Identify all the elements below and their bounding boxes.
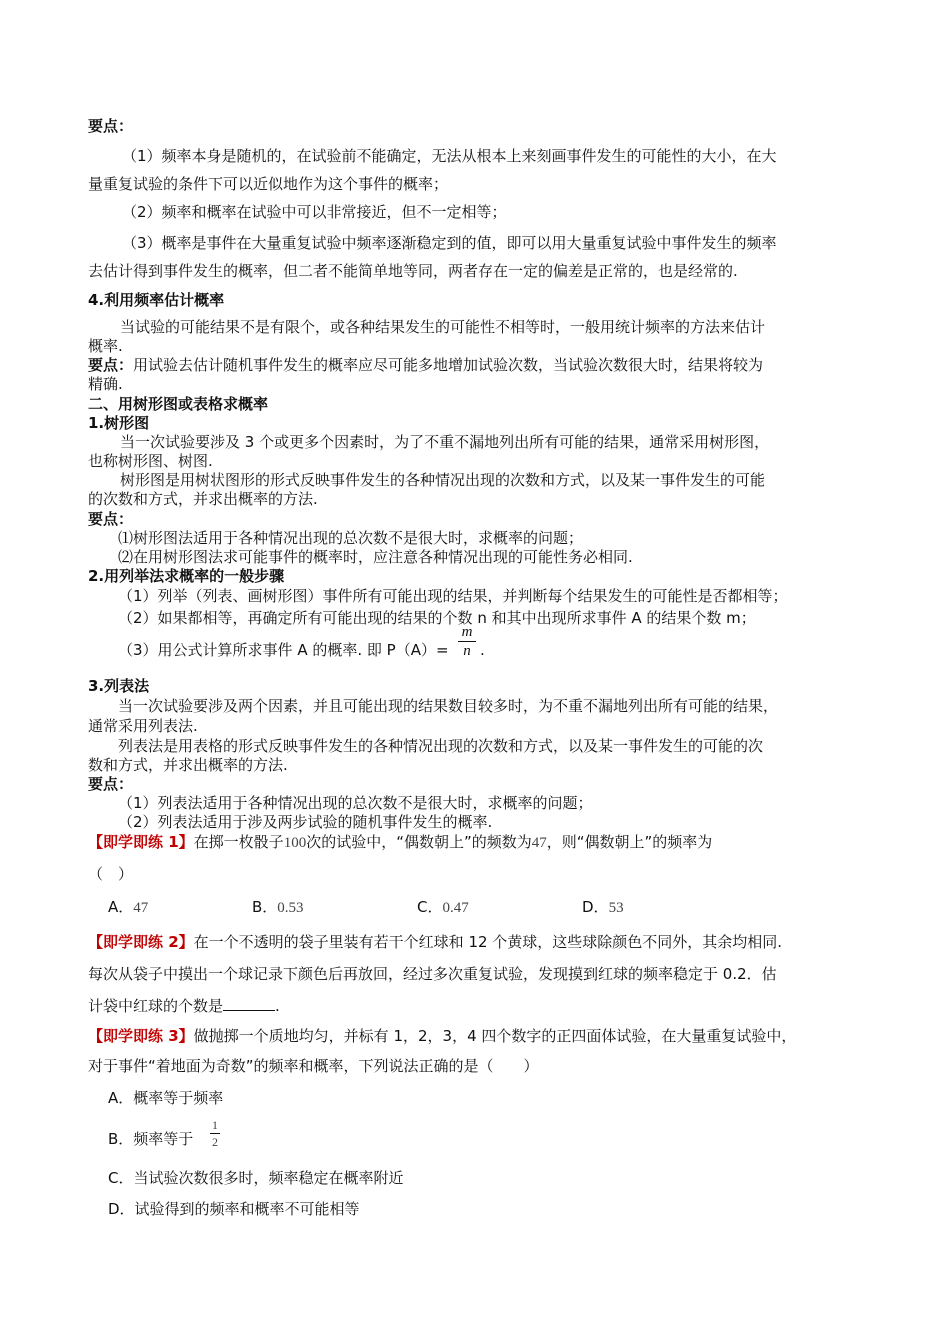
fraction-numerator: m: [461, 624, 473, 640]
option-value: 47: [133, 900, 149, 916]
paragraph: （2）列表法适用于涉及两步试验的随机事件发生的概率.: [118, 813, 493, 831]
paragraph: 精确.: [88, 375, 123, 393]
option-b[interactable]: [108, 1129, 193, 1149]
math-value: 100: [283, 835, 307, 851]
section-heading: 二、用树形图或表格求概率: [88, 395, 269, 413]
option-d[interactable]: D．试验得到的频率和概率不可能相等: [108, 1200, 360, 1218]
exercise-line: [88, 996, 280, 1016]
fraction-bar: [210, 1133, 220, 1134]
exercise-1: [88, 832, 712, 853]
paragraph: 当一次试验要涉及两个因素，并且可能出现的结果数目较多时，为不重不漏地列出所有可能的结果，: [118, 697, 779, 715]
option-a[interactable]: [108, 897, 148, 918]
paragraph: 树形图是用树状图形的形式反映事件发生的各种情况出现的次数和方式，以及某一事件发生的可能: [120, 471, 766, 489]
keypoints-heading: 要点：: [88, 510, 134, 528]
exercise-tag: 【即学即练 2】: [88, 933, 194, 951]
exercise-3: [88, 1026, 796, 1046]
keypoint-text: 用试验去估计随机事件发生的概率应尽可能多地增加试验次数，当试验次数很大时，结果将较为: [133, 356, 764, 374]
paragraph: ⑴树形图法适用于各种情况出现的总次数不是很大时，求概率的问题；: [118, 529, 584, 547]
subsection-heading: 3.列表法: [88, 677, 150, 695]
fraction-denominator: n: [463, 643, 471, 659]
paragraph: 量重复试验的条件下可以近似地作为这个事件的概率；: [88, 175, 449, 193]
option-b[interactable]: [252, 897, 304, 918]
exercise-text: 在掷一枚骰子: [193, 833, 284, 851]
exercise-text: ，则“偶数朝上”的频率为: [546, 833, 713, 851]
paragraph: 数和方式，并求出概率的方法.: [88, 756, 288, 774]
paragraph: （1）频率本身是随机的，在试验前不能确定，无法从根本上来刻画事件发生的可能性的大小，在大: [122, 147, 777, 165]
formula-text: （3）用公式计算所求事件 A 的概率. 即 P（A）=: [118, 641, 449, 659]
option-c[interactable]: [417, 897, 469, 918]
fraction-bar: [458, 641, 476, 642]
subsection-heading: 2.用列举法求概率的一般步骤: [88, 567, 285, 585]
paragraph: ⑵在用树形图法求可能事件的概率时，应注意各种情况出现的可能性务必相同.: [118, 548, 633, 566]
option-value: 0.47: [442, 900, 469, 916]
fraction-one-half: [210, 1118, 220, 1149]
option-label: A．: [108, 898, 134, 916]
option-c[interactable]: C．当试验次数很多时，频率稳定在概率附近: [108, 1169, 404, 1187]
option-text: B．频率等于: [108, 1130, 194, 1148]
section-heading: 4.利用频率估计概率: [88, 291, 225, 309]
exercise-text: 做抛掷一个质地均匀，并标有 1，2，3，4 四个数字的正四面体试验，在大量重复试验中，: [193, 1027, 797, 1045]
exercise-text: .: [275, 997, 280, 1015]
keypoints-heading: 要点：: [88, 117, 134, 135]
keypoint-line: [88, 355, 763, 375]
exercise-text: 每次从袋子中摸出一个球记录下颜色后再放回，经过多次重复试验，发现摸到红球的频率稳定于 0.2．估: [88, 965, 777, 983]
option-label: D．: [582, 898, 609, 916]
answer-blank[interactable]: [223, 996, 275, 1011]
paragraph: 列表法是用表格的形式反映事件发生的各种情况出现的次数和方式，以及某一事件发生的可能的次: [118, 737, 764, 755]
option-label: C．: [417, 898, 443, 916]
paragraph: 去估计得到事件发生的概率，但二者不能简单地等同，两者存在一定的偏差是正常的，也是经常的.: [88, 262, 738, 280]
formula-line: [118, 640, 449, 660]
exercise-tag: 【即学即练 1】: [88, 833, 194, 851]
fraction-denominator: 2: [212, 1135, 218, 1149]
paragraph: 当一次试验要涉及 3 个或更多个因素时，为了不重不漏地列出所有可能的结果，通常采用树形图，: [120, 433, 770, 451]
exercise-text: 计袋中红球的个数是: [88, 997, 224, 1015]
fraction-m-over-n: [458, 624, 476, 659]
paragraph: （1）列表法适用于各种情况出现的总次数不是很大时，求概率的问题；: [118, 794, 593, 812]
option-value: 0.53: [277, 900, 304, 916]
paragraph: 概率.: [88, 337, 123, 355]
keypoints-heading: 要点：: [88, 775, 134, 793]
paragraph: 的次数和方式，并求出概率的方法.: [88, 490, 318, 508]
paragraph: （3）概率是事件在大量重复试验中频率逐渐稳定到的值，即可以用大量重复试验中事件发生的频率: [122, 234, 777, 252]
keypoint-label: 要点：: [88, 356, 134, 374]
paragraph: （2）频率和概率在试验中可以非常接近，但不一定相等；: [122, 203, 507, 221]
option-d[interactable]: [582, 897, 624, 918]
math-value: 47: [531, 835, 547, 851]
exercise-text: 在一个不透明的袋子里装有若干个红球和 12 个黄球，这些球除颜色不同外，其余均相同.: [193, 933, 783, 951]
fraction-numerator: 1: [212, 1118, 218, 1132]
formula-end: .: [480, 641, 485, 659]
subsection-heading: 1.树形图: [88, 414, 150, 432]
exercise-text: 对于事件“着地面为奇数”的频率和概率，下列说法正确的是（ ）: [88, 1057, 539, 1075]
exercise-2: [88, 932, 782, 952]
option-a[interactable]: A．概率等于频率: [108, 1089, 224, 1107]
paragraph: 通常采用列表法.: [88, 717, 198, 735]
paragraph: （1）列举（列表、画树形图）事件所有可能出现的结果，并判断每个结果发生的可能性是否都相等；: [118, 587, 788, 605]
paragraph: 也称树形图、树图.: [88, 452, 213, 470]
exercise-tag: 【即学即练 3】: [88, 1027, 194, 1045]
paragraph: （2）如果都相等，再确定所有可能出现的结果的个数 n 和其中出现所求事件 A 的结果个数 m；: [118, 609, 756, 627]
paragraph: 当试验的可能结果不是有限个，或各种结果发生的可能性不相等时，一般用统计频率的方法来估计: [120, 318, 766, 336]
option-value: 53: [608, 900, 624, 916]
answer-paren: （ ）: [88, 865, 134, 883]
exercise-text: 次的试验中，“偶数朝上”的频数为: [306, 833, 532, 851]
option-label: B．: [252, 898, 278, 916]
